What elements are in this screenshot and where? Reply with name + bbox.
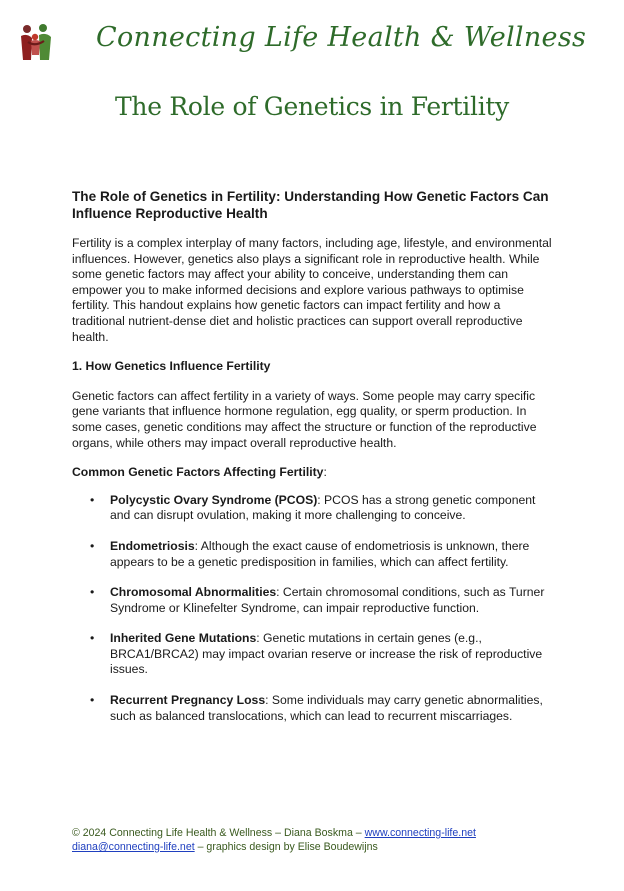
email-link[interactable]: diana@connecting-life.net <box>72 841 195 853</box>
bullet-icon: • <box>90 492 95 507</box>
factor-text: : Certain chromosomal conditions, such as Turner Syndrome or Klinefelter Syndrome, can impair reproductive function. <box>110 585 545 615</box>
factor-text: : PCOS has a strong genetic component and can disrupt ovulation, making it more challenging to conceive. <box>110 492 536 523</box>
factor-term: Chromosomal Abnormalities <box>110 585 277 600</box>
footer-line-2 <box>72 840 572 854</box>
copyright-text: © 2024 Connecting Life Health & Wellness – Diana Boskma – <box>72 827 365 839</box>
website-link[interactable]: www.connecting-life.net <box>364 827 476 839</box>
footer <box>72 826 572 854</box>
subheading <box>72 465 552 481</box>
credit-text: – graphics design by Elise Boudewijns <box>194 841 378 853</box>
bullet-icon: • <box>90 538 95 553</box>
factor-list <box>72 493 552 725</box>
subheading-colon: : <box>323 465 327 480</box>
intro-paragraph: Fertility is a complex interplay of many factors, including age, lifestyle, and environmental influences. However, genetics also plays a significant role in reproductive health. While some genetic factors may affect your ability to conceive, understanding them can empower you to make informed decisions and explore various pathways to optimise fertility. This handout explains how genetic factors can impact fertility and how a traditional nutrient-dense diet and holistic practices can support overall reproductive health. <box>72 236 552 344</box>
footer-line-1 <box>72 826 572 840</box>
factor-text: : Although the exact cause of endometriosis is unknown, there appears to be a genetic predisposition in families, which can affect fertility. <box>110 538 530 569</box>
list-item <box>72 493 552 524</box>
list-item <box>72 693 552 724</box>
factor-text: : Some individuals may carry genetic abnormalities, such as balanced translocations, which can lead to recurrent miscarriages. <box>110 693 543 723</box>
factor-term: Polycystic Ovary Syndrome (PCOS) <box>110 492 318 507</box>
article <box>72 188 552 739</box>
brand-name: Connecting Life Health & Wellness <box>96 22 587 53</box>
bullet-icon: • <box>90 585 95 600</box>
factor-term: Inherited Gene Mutations <box>110 631 257 646</box>
page-title: The Role of Genetics in Fertility <box>115 92 509 121</box>
bullet-icon: • <box>90 631 95 646</box>
list-item <box>72 585 552 616</box>
section-title: 1. How Genetics Influence Fertility <box>72 359 271 374</box>
section-paragraph: Genetic factors can affect fertility in a variety of ways. Some people may carry specific gene variants that influence hormone regulation, egg quality, or sperm production. In some cases, genetic conditions may affect the structure or function of the reproductive organs, while others may impact overall reproductive health. <box>72 388 537 450</box>
factor-text: : Genetic mutations in certain genes (e.g., BRCA1/BRCA2) may impact ovarian reserve or increase the risk of reproductive issues. <box>110 631 543 677</box>
subheading-text: Common Genetic Factors Affecting Fertility <box>72 465 324 480</box>
factor-term: Endometriosis <box>110 538 195 553</box>
family-hug-icon <box>18 22 54 62</box>
factor-term: Recurrent Pregnancy Loss <box>110 693 266 708</box>
bullet-icon: • <box>90 693 95 708</box>
article-heading: The Role of Genetics in Fertility: Understanding How Genetic Factors Can Influence Reproductive Health <box>72 189 549 221</box>
list-item <box>72 539 552 570</box>
list-item <box>72 631 552 678</box>
